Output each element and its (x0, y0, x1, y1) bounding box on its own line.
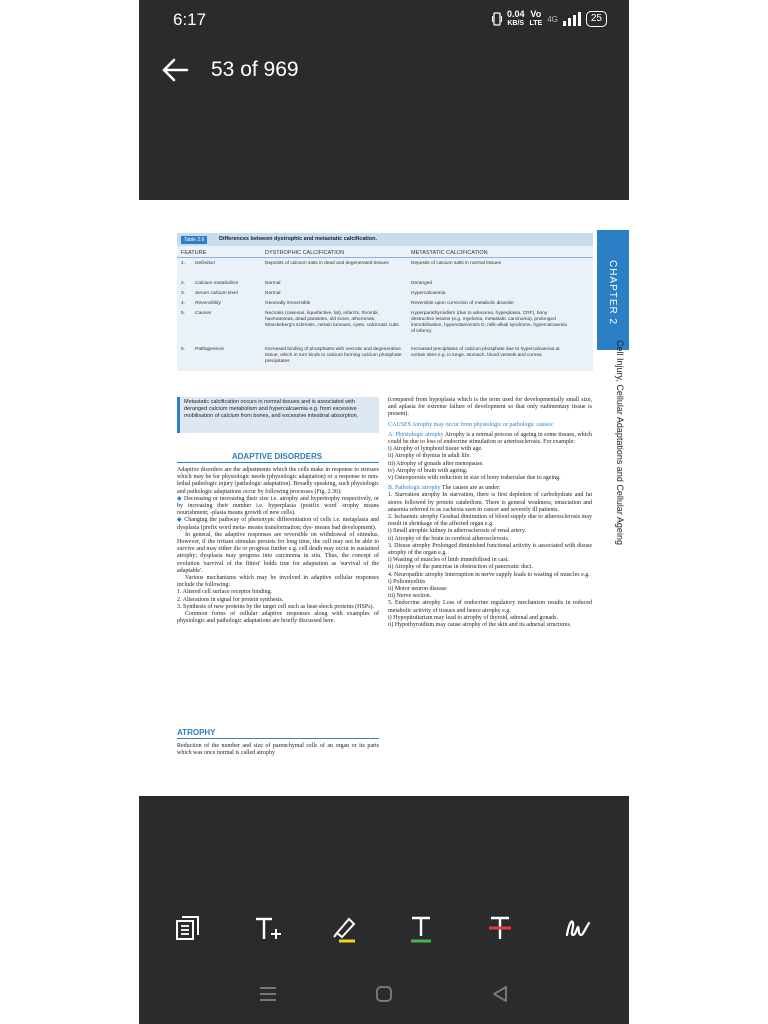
row-dystrophic: Normal (265, 281, 281, 286)
pages-icon[interactable] (173, 913, 203, 943)
physiologic-heading: A. Physiologic atrophy (388, 431, 444, 438)
row-number: 1. (181, 261, 186, 266)
row-metastatic: Deposits of calcium salts in normal tissues (411, 261, 502, 266)
row-number: 4. (181, 301, 186, 306)
underline-icon[interactable] (406, 913, 436, 943)
list-item: ii) Motor neuron disease (388, 586, 447, 593)
row-feature: Pathogenesis (195, 347, 225, 352)
annotation-toolbar (139, 895, 629, 965)
row-metastatic: Deranged (411, 281, 433, 286)
table-header-metastatic: METASTATIC CALCIFICATION (411, 250, 488, 256)
row-metastatic: Hypercalcaemia (411, 291, 446, 296)
list-item: ii) Hypothyroidism may cause atrophy of the skin and its adnexal structures. (388, 622, 572, 629)
list-item: i) Small atrophic kidney in atherosclerosis of renal artery. (388, 528, 527, 535)
system-nav-bar (139, 965, 629, 1024)
document-viewer[interactable] (139, 200, 629, 796)
list-item: i) Atrophy of lymphoid tissue with age. (388, 446, 483, 453)
row-feature: Causes (195, 311, 212, 316)
list-item: 4. Neuropathic atrophy Interruption in nerve supply leads to wasting of muscles e.g. (388, 571, 590, 578)
heading-rule (177, 462, 379, 463)
paragraph: Common forms of cellular adaptive responses along with examples of physiologic and pathologic adaptations are briefly discussed here. (177, 611, 379, 625)
list-item: ii) Atrophy of thymus in adult life. (388, 453, 471, 460)
pdf-page (139, 200, 629, 796)
row-dystrophic: Necrosis (caseous, liquefactive, fat), infarcts, thrombi, haematomas, dead parasites, old scars, atheromas, Mönckeberg's sclerosis, certain tumours, cysts, calcinosis cutis (265, 311, 399, 328)
status-time: 6:17 (173, 10, 207, 29)
vibrate-icon (492, 12, 502, 26)
table-caption-bar (177, 233, 593, 246)
row-feature: Definition (195, 261, 215, 266)
row-number: 2. (181, 281, 186, 286)
bullet-text: Changing the pathway of phenotypic differentiation of cells i.e. metaplasia and dysplasia (prefix word meta- means transformation; dys- means bad development). (177, 517, 379, 531)
list-item: 2. Ischaemic atrophy Gradual diminution of blood supply due to atherosclerosis may result in shrinkage of the affected organ e.g. (388, 514, 592, 528)
paragraph: Various mechanisms which may be involved in adaptive cellular responses include the following: (177, 575, 379, 589)
list-item: 3. Synthesis of new proteins by the target cell such as heat-shock proteins (HSPs). (177, 603, 375, 610)
lte-label: LTE (529, 20, 543, 27)
list-item: v) Osteoporosis with reduction in size of bony trabeculae due to ageing. (388, 475, 561, 482)
running-head: Cell Injury, Cellular Adaptations and Cellular Ageing (615, 340, 625, 545)
list-item: 2. Alterations in signal for protein synthesis. (177, 596, 284, 603)
volte-label: Vo (530, 9, 542, 19)
paragraph: (compared from hypoplasia which is the term used for developmentally small size, and aplasia for extreme failure of development so that only rudimentary tissue is present). (388, 397, 592, 418)
row-metastatic: Increased precipitates of calcium phosphate due to hypercalcaemia at certain sites e.g. in lungs, stomach, blood vessels and cornea (411, 347, 560, 358)
bullet-text: Decreasing or increasing their size i.e. atrophy and hypertrophy respectively, or by increasing their number i.e. hyperplasia (postfix word -trophy means nourishment; -plasia means growth of new cells). (177, 495, 379, 517)
note-text: Metastatic calcification occurs in normal tissues and is associated with deranged calcium metabolism and hypercalcaemia e.g. from excessive mobilisation of calcium from bones, and excessive intestinal absorption. (184, 399, 359, 419)
paragraph: Adaptive disorders are the adjustments which the cells make in response to stresses which may be for physiologic needs (physiologic adaptation) or a response to non-lethal pathologic injury (pathologic adaptation). Broadly speaking, such physiologic and pathologic adaptations occur by following processes (Fig. 2.36): (177, 467, 379, 495)
section-heading-adaptive: ADAPTIVE DISORDERS (231, 452, 323, 461)
causes-line: CAUSES Atrophy may occur from physiologic or pathologic causes: (388, 421, 554, 428)
speed-unit: KB/S (507, 20, 525, 27)
chapter-tab (597, 230, 629, 350)
row-dystrophic: Increased binding of phosphates with necrotic and degenerative tissue, which in turn binds to calcium forming calcium phosphate precipitates (265, 347, 402, 364)
table-header-feature: FEATURE (181, 250, 207, 256)
back-arrow-icon[interactable] (161, 58, 189, 82)
list-item: iv) Atrophy of brain with ageing. (388, 467, 468, 474)
highlight-icon[interactable] (329, 913, 359, 943)
physiologic-text: Atrophy is a normal process of ageing in some tissues, which could be due to loss of endocrine stimulation or arteriosclerosis. For example: (388, 431, 593, 446)
signal-icon (563, 12, 581, 26)
row-metastatic: Reversible upon correction of metabolic disorder (411, 301, 514, 306)
status-bar (139, 0, 629, 40)
comparison-table (177, 233, 593, 371)
list-item: iii) Atrophy of gonads after menopause. (388, 460, 484, 467)
list-item: ii) Atrophy of the pancreas in obstruction of pancreatic duct. (388, 564, 533, 571)
atrophy-definition (177, 743, 379, 757)
table-tag: Table 2.6 (181, 236, 207, 244)
list-item: i) Hypopituitarism may lead to atrophy of thyroid, adrenal and gonads. (388, 614, 558, 621)
add-text-icon[interactable] (253, 913, 283, 943)
row-feature: Calcium metabolism (195, 281, 239, 286)
row-dystrophic: Normal (265, 291, 281, 296)
viewer-header (139, 40, 629, 102)
network-type: 4G (547, 14, 558, 24)
strikethrough-icon[interactable] (485, 913, 515, 943)
battery-icon (586, 11, 607, 27)
list-item: i) Poliomyelitis (388, 578, 426, 585)
table-header-dystrophic: DYSTROPHIC CALCIFICATION (265, 250, 345, 256)
heading-rule (177, 738, 379, 739)
sub-heading (388, 432, 592, 446)
left-column (177, 467, 379, 625)
chapter-tab-label: CHAPTER 2 (607, 260, 618, 326)
list-item: 3. Disuse atrophy Prolonged diminished functional activity is associated with disuse atrophy of the organ e.g. (388, 542, 592, 557)
list-item: 1. Starvation atrophy In starvation, there is first depletion of carbohydrate and fat stores followed by protein catabolism. There is general weakness, emaciation and anaemia referred to as cachexia seen in cancer and severely ill patients. (388, 492, 592, 513)
paragraph: Reduction of the number and size of parenchymal cells of an organ or its parts which was once normal is called atrophy (177, 743, 379, 757)
list-item: 5. Endocrine atrophy Loss of endocrine regulatory mechanism results in reduced metabolic activity of tissues and hence atrophy e.g. (388, 600, 592, 614)
list-item: iii) Nerve section. (388, 593, 432, 600)
back-icon[interactable] (489, 983, 511, 1005)
network-speed (507, 10, 525, 28)
row-feature: Serum calcium level (195, 291, 238, 296)
row-dystrophic: Deposits of calcium salts in dead and degenerated tissues (265, 261, 389, 266)
paragraph: In general, the adaptive responses are reversible on withdrawal of stimulus. However, if the irritant stimulus persists for long time, the cell may not be able to survive and may either die or progress further e.g. cell death may occur in sustained atrophy; dysplasia may progress into carcinoma in situ. Thus, the concept of evolution 'survival of the fittest' holds true for adaptation as 'survival of the adaptable'. (177, 531, 379, 574)
pathologic-heading: B. Pathologic atrophy (388, 485, 441, 492)
right-column (388, 397, 592, 629)
page-counter: 53 of 969 (211, 58, 299, 81)
bullet-item: ◆ Changing the pathway of phenotypic differentiation of cells i.e. metaplasia and dysplasia (prefix word meta- means transformation; dys- means bad development). (177, 517, 379, 531)
table-header-rule (177, 257, 593, 258)
home-icon[interactable] (373, 983, 395, 1005)
row-feature: Reversibility (195, 301, 221, 306)
bullet-item: ◆ Decreasing or increasing their size i.e. atrophy and hypertrophy respectively, or by increasing their number i.e. hyperplasia (postfix word -trophy means nourishment; -plasia means growth of new cells). (177, 495, 379, 517)
list-item: ii) Atrophy of the brain in cerebral atherosclerosis. (388, 535, 510, 542)
volte-indicator (530, 10, 543, 28)
recent-apps-icon[interactable] (257, 983, 279, 1005)
list-item: 1. Altered cell surface receptor binding. (177, 589, 273, 596)
signature-icon[interactable] (563, 913, 593, 943)
phone-screen (139, 0, 629, 1024)
row-dystrophic: Generally irreversible (265, 301, 311, 306)
table-caption: Differences between dystrophic and metastatic calcification. (219, 236, 378, 242)
row-number: 5. (181, 311, 186, 316)
note-box (177, 397, 379, 433)
list-item: i) Wasting of muscles of limb immobilised in cast. (388, 557, 509, 564)
speed-value: 0.04 (506, 9, 525, 19)
status-icons (492, 10, 607, 28)
battery-level: 25 (590, 13, 602, 24)
pathologic-text: The causes are as under: (441, 485, 501, 492)
row-number: 6. (181, 347, 186, 352)
row-metastatic: Hyperparathyroidism (due to adenoma, hyperplasia, CRF), bony destructive lesions (e.g. myeloma, metastatic carcinoma), prolonged immobilisation, hypervitaminosis D, milk-alkali syndrome, hypercalcaemia of infancy (411, 311, 567, 334)
row-number: 3. (181, 291, 186, 296)
section-heading-atrophy: ATROPHY (177, 728, 216, 737)
